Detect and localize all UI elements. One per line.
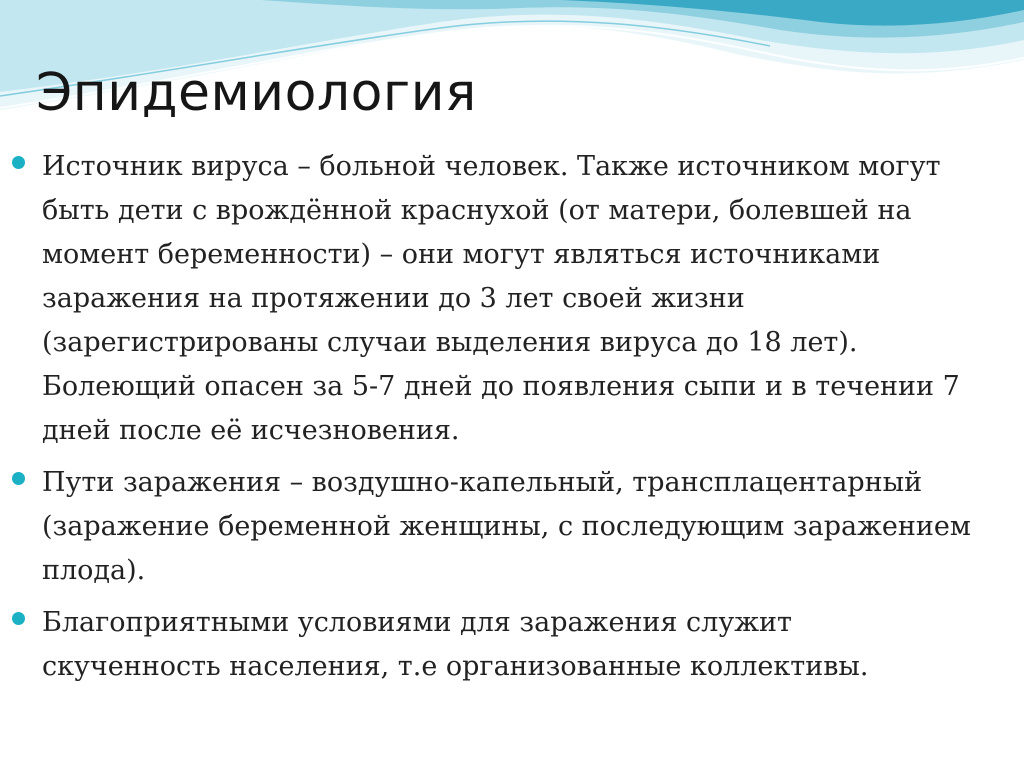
bullet-text: Пути заражения – воздушно-капельный, трансплацентарный (заражение беременной женщины, с последующим заражением плода). bbox=[42, 467, 971, 586]
bullet-dot-icon bbox=[12, 472, 25, 485]
slide-title: Эпидемиология bbox=[36, 63, 477, 123]
bullet-text: Благоприятными условиями для заражения служит скученность населения, т.е организованные коллективы. bbox=[42, 607, 869, 682]
bullet-text: Источник вируса – больной человек. Также источником могут быть дети с врождённой краснухой (от матери, болевшей на момент беременности) – они могут являться источниками заражения на протяжении до 3 лет своей жизни (зарегистрированы случаи выделения вируса до 18 лет). Болеющий опасен за 5-7 дней до появления сыпи и в течении 7 дней после её исчезновения. bbox=[42, 151, 960, 446]
bullet-dot-icon bbox=[12, 612, 25, 625]
bullet-list bbox=[12, 145, 972, 697]
bullet-item-virus-source bbox=[12, 145, 972, 453]
bullet-item-transmission-routes bbox=[12, 461, 972, 593]
bullet-item-favorable-conditions bbox=[12, 601, 972, 689]
bullet-dot-icon bbox=[12, 156, 25, 169]
